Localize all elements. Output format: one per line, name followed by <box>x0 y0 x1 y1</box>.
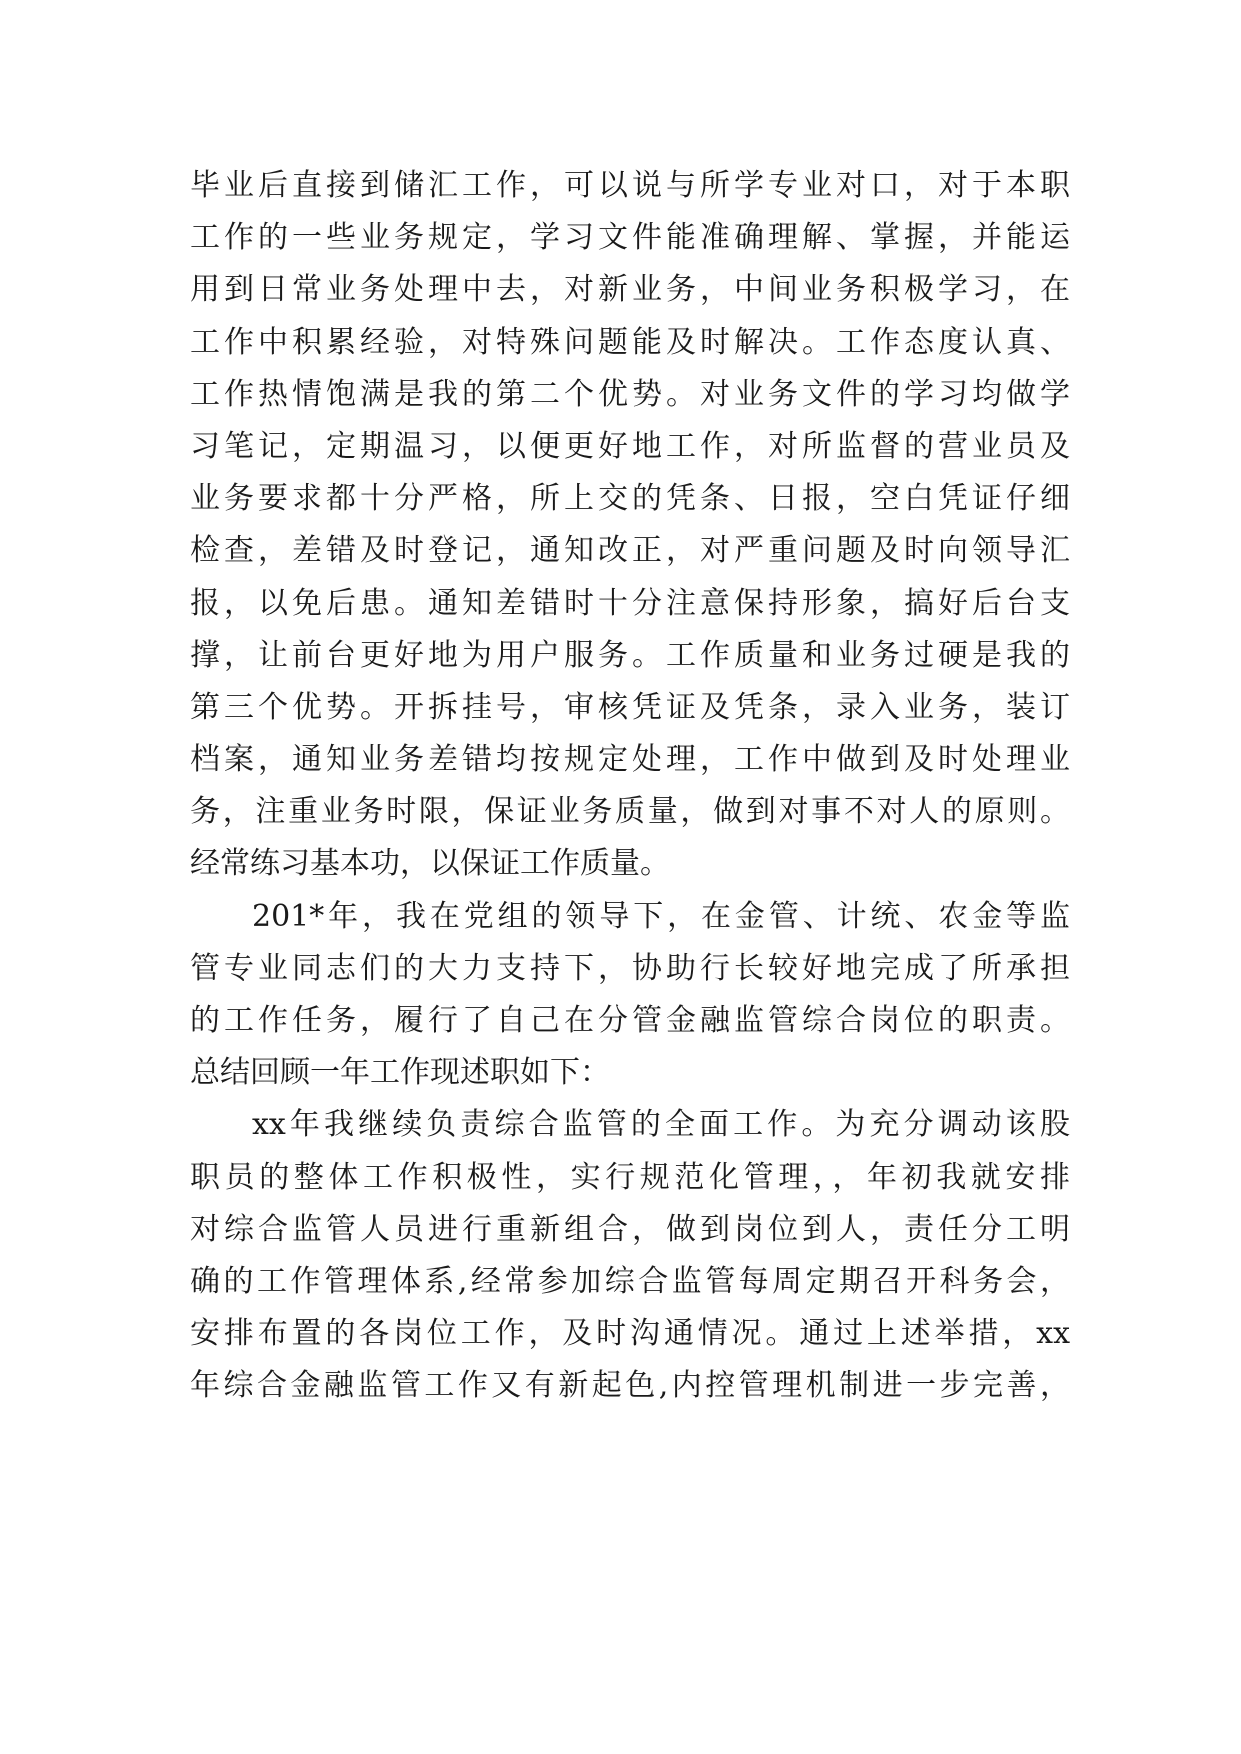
text-line: 工作热情饱满是我的第二个优势。对业务文件的学习均做学 <box>190 376 1070 412</box>
text-line: 习笔记，定期温习，以便更好地工作，对所监督的营业员及 <box>190 428 1070 464</box>
text-line: 总结回顾一年工作现述职如下： <box>190 1055 610 1091</box>
text-line: 管专业同志们的大力支持下，协助行长较好地完成了所承担 <box>190 950 1070 986</box>
text-line: 对综合监管人员进行重新组合，做到岗位到人，责任分工明 <box>190 1211 1070 1247</box>
text-line: 工作的一些业务规定，学习文件能准确理解、掌握，并能运 <box>190 220 1070 256</box>
text-line: 第三个优势。开拆挂号，审核凭证及凭条，录入业务，装订 <box>190 689 1070 725</box>
text-line: 毕业后直接到储汇工作，可以说与所学专业对口，对于本职 <box>190 168 1070 203</box>
text-line: 务，注重业务时限，保证业务质量，做到对事不对人的原则。 <box>190 794 1070 830</box>
text-line: 安排布置的各岗位工作，及时沟通情况。通过上述举措，xx <box>190 1316 1070 1352</box>
text-line: 撑，让前台更好地为用户服务。工作质量和业务过硬是我的 <box>190 637 1070 673</box>
text-line: xx年我继续负责综合监管的全面工作。为充分调动该股 <box>252 1107 1070 1143</box>
text-line: 报，以免后患。通知差错时十分注意保持形象，搞好后台支 <box>190 585 1070 621</box>
text-line: 检查，差错及时登记，通知改正，对严重问题及时向领导汇 <box>190 533 1070 569</box>
text-line: 档案，通知业务差错均按规定处理，工作中做到及时处理业 <box>190 742 1070 778</box>
text-line: 年综合金融监管工作又有新起色,内控管理机制进一步完善， <box>190 1368 1070 1404</box>
text-line: 工作中积累经验，对特殊问题能及时解决。工作态度认真、 <box>190 324 1070 360</box>
text-line: 业务要求都十分严格，所上交的凭条、日报，空白凭证仔细 <box>190 481 1070 517</box>
document-body <box>190 160 1070 1413</box>
text-line: 经常练习基本功，以保证工作质量。 <box>190 846 670 882</box>
text-line: 201*年，我在党组的领导下，在金管、计统、农金等监 <box>252 898 1070 934</box>
text-line: 的工作任务，履行了自己在分管金融监管综合岗位的职责。 <box>190 1003 1070 1038</box>
text-line: 用到日常业务处理中去，对新业务，中间业务积极学习，在 <box>190 272 1070 308</box>
text-line: 职员的整体工作积极性，实行规范化管理，，年初我就安排 <box>190 1159 1070 1195</box>
text-line: 确的工作管理体系,经常参加综合监管每周定期召开科务会， <box>190 1263 1070 1299</box>
